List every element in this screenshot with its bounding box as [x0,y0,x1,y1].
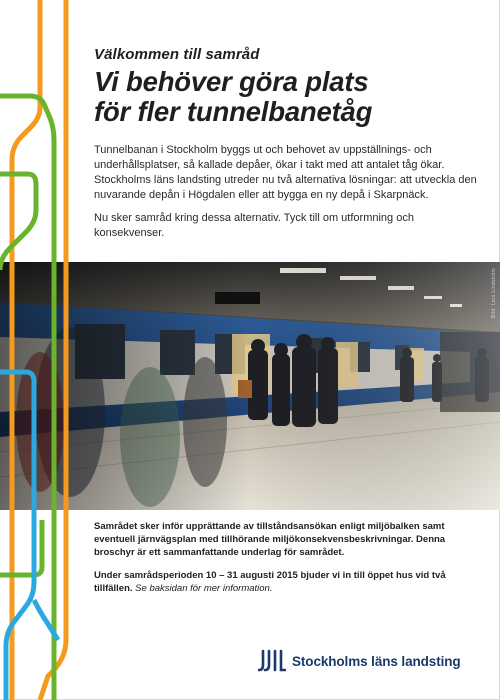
intro-text [94,143,482,249]
kicker-text: Välkommen till samråd [94,46,260,63]
photo-credit: Bild: Lars Lindström [491,268,497,319]
headline-line-2: för fler tunnelbanetåg [94,96,373,127]
blue-line-branch [34,600,58,640]
details-text [94,520,464,605]
details-paragraph-2 [94,569,464,595]
see-back-text: Se baksidan för mer information. [132,583,273,594]
intro-paragraph-2: Nu sker samråd kring dessa alternativ. Tyck till om utformning och konsekvenser. [94,212,414,239]
intro-paragraph-1: Tunnelbanan i Stockholm byggs ut och behovet av uppställnings- och underhållsplatser, så kallade depåer, ökar i takt med att antalet tåg ökar. Stockholms läns landsting utreder nu två alternativa lösningar: att utveckla den nuvarande depån i Högdalen eller att bygga en ny depå i Skarpnäck. [94,144,477,201]
green-line-mid [0,174,36,270]
sll-logo [258,647,461,675]
details-paragraph-1: Samrådet sker inför upprättande av tillståndsansökan enligt miljöbalken samt eventuell järnvägsplan med tillhörande miljökonsekvensbeskrivningar. Denna broschyr är ett sammanfattande underlag för samrådet. [94,521,446,558]
open-house-text: Under samrådsperioden 10 – 31 augusti 2015 bjuder vi in till öppet hus vid två tillfällen. [94,570,446,594]
header [94,46,484,127]
headline-line-1: Vi behöver göra plats [94,66,369,97]
metro-platform-photo [0,262,500,510]
logo-text: Stockholms läns landsting [292,653,461,669]
green-line-bottom [0,520,42,575]
photo-illustration [0,262,500,510]
page-title [94,67,484,127]
sll-logo-icon [258,649,286,673]
